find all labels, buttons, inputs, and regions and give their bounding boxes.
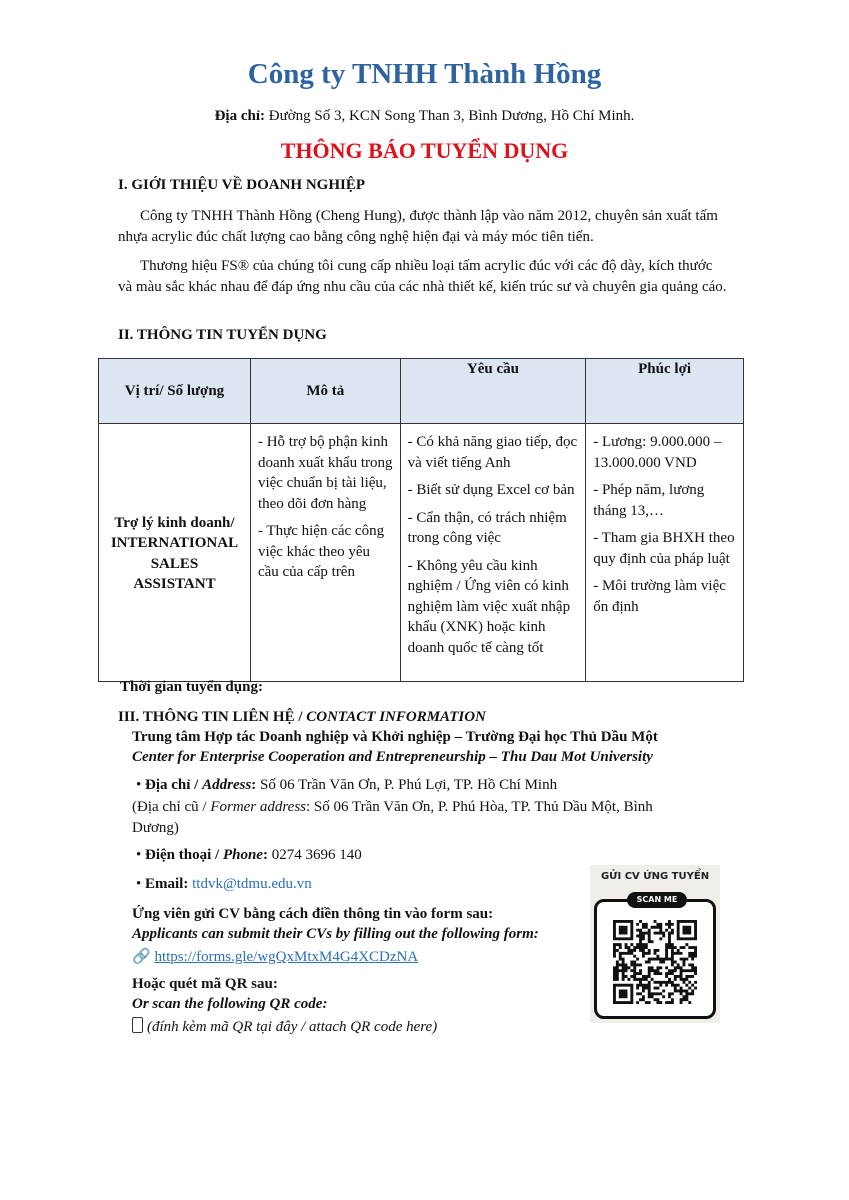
address-label: Địa chỉ: — [214, 108, 266, 124]
contact-address: • Địa chỉ / Address: Số 06 Trần Văn Ơn, P. Phú Lợi, TP. Hồ Chí Minh — [136, 777, 558, 793]
description-item: - Hỗ trợ bộ phận kinh doanh xuất khẩu trong việc chuẩn bị tài liệu, theo dõi đơn hàng — [257, 434, 393, 512]
contact-heading-en: CONTACT INFORMATION — [306, 709, 486, 725]
benefit-item: - Lương: 9.000.000 – 13.000.000 VND — [593, 434, 722, 471]
section-intro-heading: I. GIỚI THIỆU VỀ DOANH NGHIỆP — [118, 177, 365, 193]
phone-label: Điện thoại / — [145, 847, 223, 863]
position-line: Trợ lý kinh doanh/ — [114, 514, 235, 531]
description-cell — [250, 424, 400, 682]
contact-heading-vi: III. THÔNG TIN LIÊN HỆ / — [118, 709, 307, 725]
qr-frame — [594, 895, 716, 1019]
requirement-item: - Có khả năng giao tiếp, đọc và viết tiếng Anh — [407, 434, 578, 471]
recruitment-table — [98, 358, 744, 682]
company-title: Công ty TNHH Thành Hồng — [247, 58, 602, 90]
table-header-row — [99, 359, 744, 424]
benefit-item: - Tham gia BHXH theo quy định của pháp luật — [593, 530, 735, 567]
description-item: - Thực hiện các công việc khác theo yêu cầu của cấp trên — [257, 523, 385, 580]
paperclip-icon: 🔗 — [132, 947, 151, 965]
section-recruitment-heading: II. THÔNG TIN TUYỂN DỤNG — [118, 327, 327, 343]
table-row — [99, 424, 744, 682]
form-instruction-vi: Ứng viên gửi CV bằng cách điền thông tin vào form sau: — [132, 906, 494, 922]
intro-paragraph-1: Công ty TNHH Thành Hồng (Cheng Hung), được thành lập vào năm 2012, chuyên sản xuất tấm nhựa acrylic đúc chất lượng cao bằng công nghệ hiện đại và máy móc tiên tiến. — [118, 208, 718, 245]
qr-instruction-vi: Hoặc quét mã QR sau: — [132, 976, 278, 992]
requirement-item: - Biết sử dụng Excel cơ bản — [407, 482, 575, 498]
phone-label-en: Phone — [222, 847, 263, 863]
qr-note: (đính kèm mã QR tại đây / attach QR code here) — [147, 1019, 438, 1035]
position-cell — [99, 424, 251, 682]
phone-icon — [132, 1017, 143, 1033]
org-name-en: Center for Enterprise Cooperation and Entrepreneurship – Thu Dau Mot University — [132, 749, 653, 765]
former-prefix: (Địa chỉ cũ / — [132, 799, 211, 815]
benefit-item: - Môi trường làm việc ổn định — [593, 578, 726, 615]
position-line: ASSISTANT — [133, 576, 216, 592]
col-requirements: Yêu cầu — [400, 359, 586, 424]
requirement-item: - Không yêu cầu kinh nghiệm / Ứng viên có kinh nghiệm làm việc xuất nhập khẩu (XNK) hoặc kinh doanh quốc tế càng tốt — [407, 557, 571, 656]
position-line: INTERNATIONAL — [110, 535, 239, 551]
qr-instruction-en-text: Or scan the following QR code — [132, 996, 323, 1012]
qr-instruction-en: Or scan the following QR code: — [132, 996, 328, 1012]
contact-phone: • Điện thoại / Phone: 0274 3696 140 — [136, 847, 362, 863]
former-label-en: Former address — [210, 799, 307, 815]
email-label: Email: — [145, 876, 189, 892]
requirements-cell — [400, 424, 586, 682]
requirement-item: - Cẩn thận, có trách nhiệm trong công việc — [407, 509, 567, 546]
notice-heading: THÔNG BÁO TUYỂN DỤNG — [280, 138, 569, 163]
position-line: SALES — [150, 555, 199, 572]
qr-modules — [613, 920, 697, 1004]
benefits-cell — [586, 424, 744, 682]
form-instruction-en: Applicants can submit their CVs by filling out the following form: — [132, 926, 539, 942]
address-text: Đường Số 3, KCN Song Than 3, Bình Dương, Hồ Chí Minh. — [265, 108, 635, 124]
phone-value: 0274 3696 140 — [267, 847, 362, 863]
qr-card — [590, 865, 720, 1023]
address-value: Số 06 Trần Văn Ơn, P. Phú Lợi, TP. Hồ Chí Minh — [256, 777, 558, 793]
address-label: Địa chỉ / — [145, 777, 203, 793]
scan-me-badge: SCAN ME — [627, 892, 687, 908]
form-link-row — [132, 947, 418, 966]
form-link[interactable]: https://forms.gle/wgQxMtxM4G4XCDzNA — [154, 949, 419, 965]
intro-paragraph-2: Thương hiệu FS® của chúng tôi cung cấp nhiều loại tấm acrylic đúc với các độ dày, kích thước và màu sắc khác nhau để đáp ứng nhu cầu của các nhà thiết kế, kiến trúc sư và chuyên gia quảng cáo. — [118, 258, 727, 295]
qr-code-image[interactable] — [613, 920, 697, 1004]
form-instruction-en-text: Applicants can submit their CVs by filling out the following form — [132, 926, 534, 942]
col-position: Vị trí/ Số lượng — [99, 359, 251, 424]
contact-email: • Email: ttdvk@tdmu.edu.vn — [136, 876, 312, 892]
former-address — [132, 797, 692, 838]
org-name-vi: Trung tâm Hợp tác Doanh nghiệp và Khởi nghiệp – Trường Đại học Thủ Dầu Một — [132, 729, 658, 745]
email-link[interactable]: ttdvk@tdmu.edu.vn — [192, 876, 312, 892]
recruitment-time-label: Thời gian tuyển dụng: — [120, 679, 263, 695]
qr-note-row — [132, 1017, 437, 1036]
qr-card-title: GỬI CV ỨNG TUYỂN — [600, 871, 710, 882]
address-label-en: Address — [202, 777, 252, 793]
benefit-item: - Phép năm, lương tháng 13,… — [593, 482, 705, 519]
col-benefits: Phúc lợi — [586, 359, 744, 424]
company-address — [0, 108, 849, 125]
section-contact-heading — [118, 709, 486, 726]
former-value: : Số 06 Trần Văn Ơn, P. Phú Hòa, TP. Thủ Dầu Một, Bình Dương) — [132, 799, 653, 836]
col-description: Mô tả — [250, 359, 400, 424]
